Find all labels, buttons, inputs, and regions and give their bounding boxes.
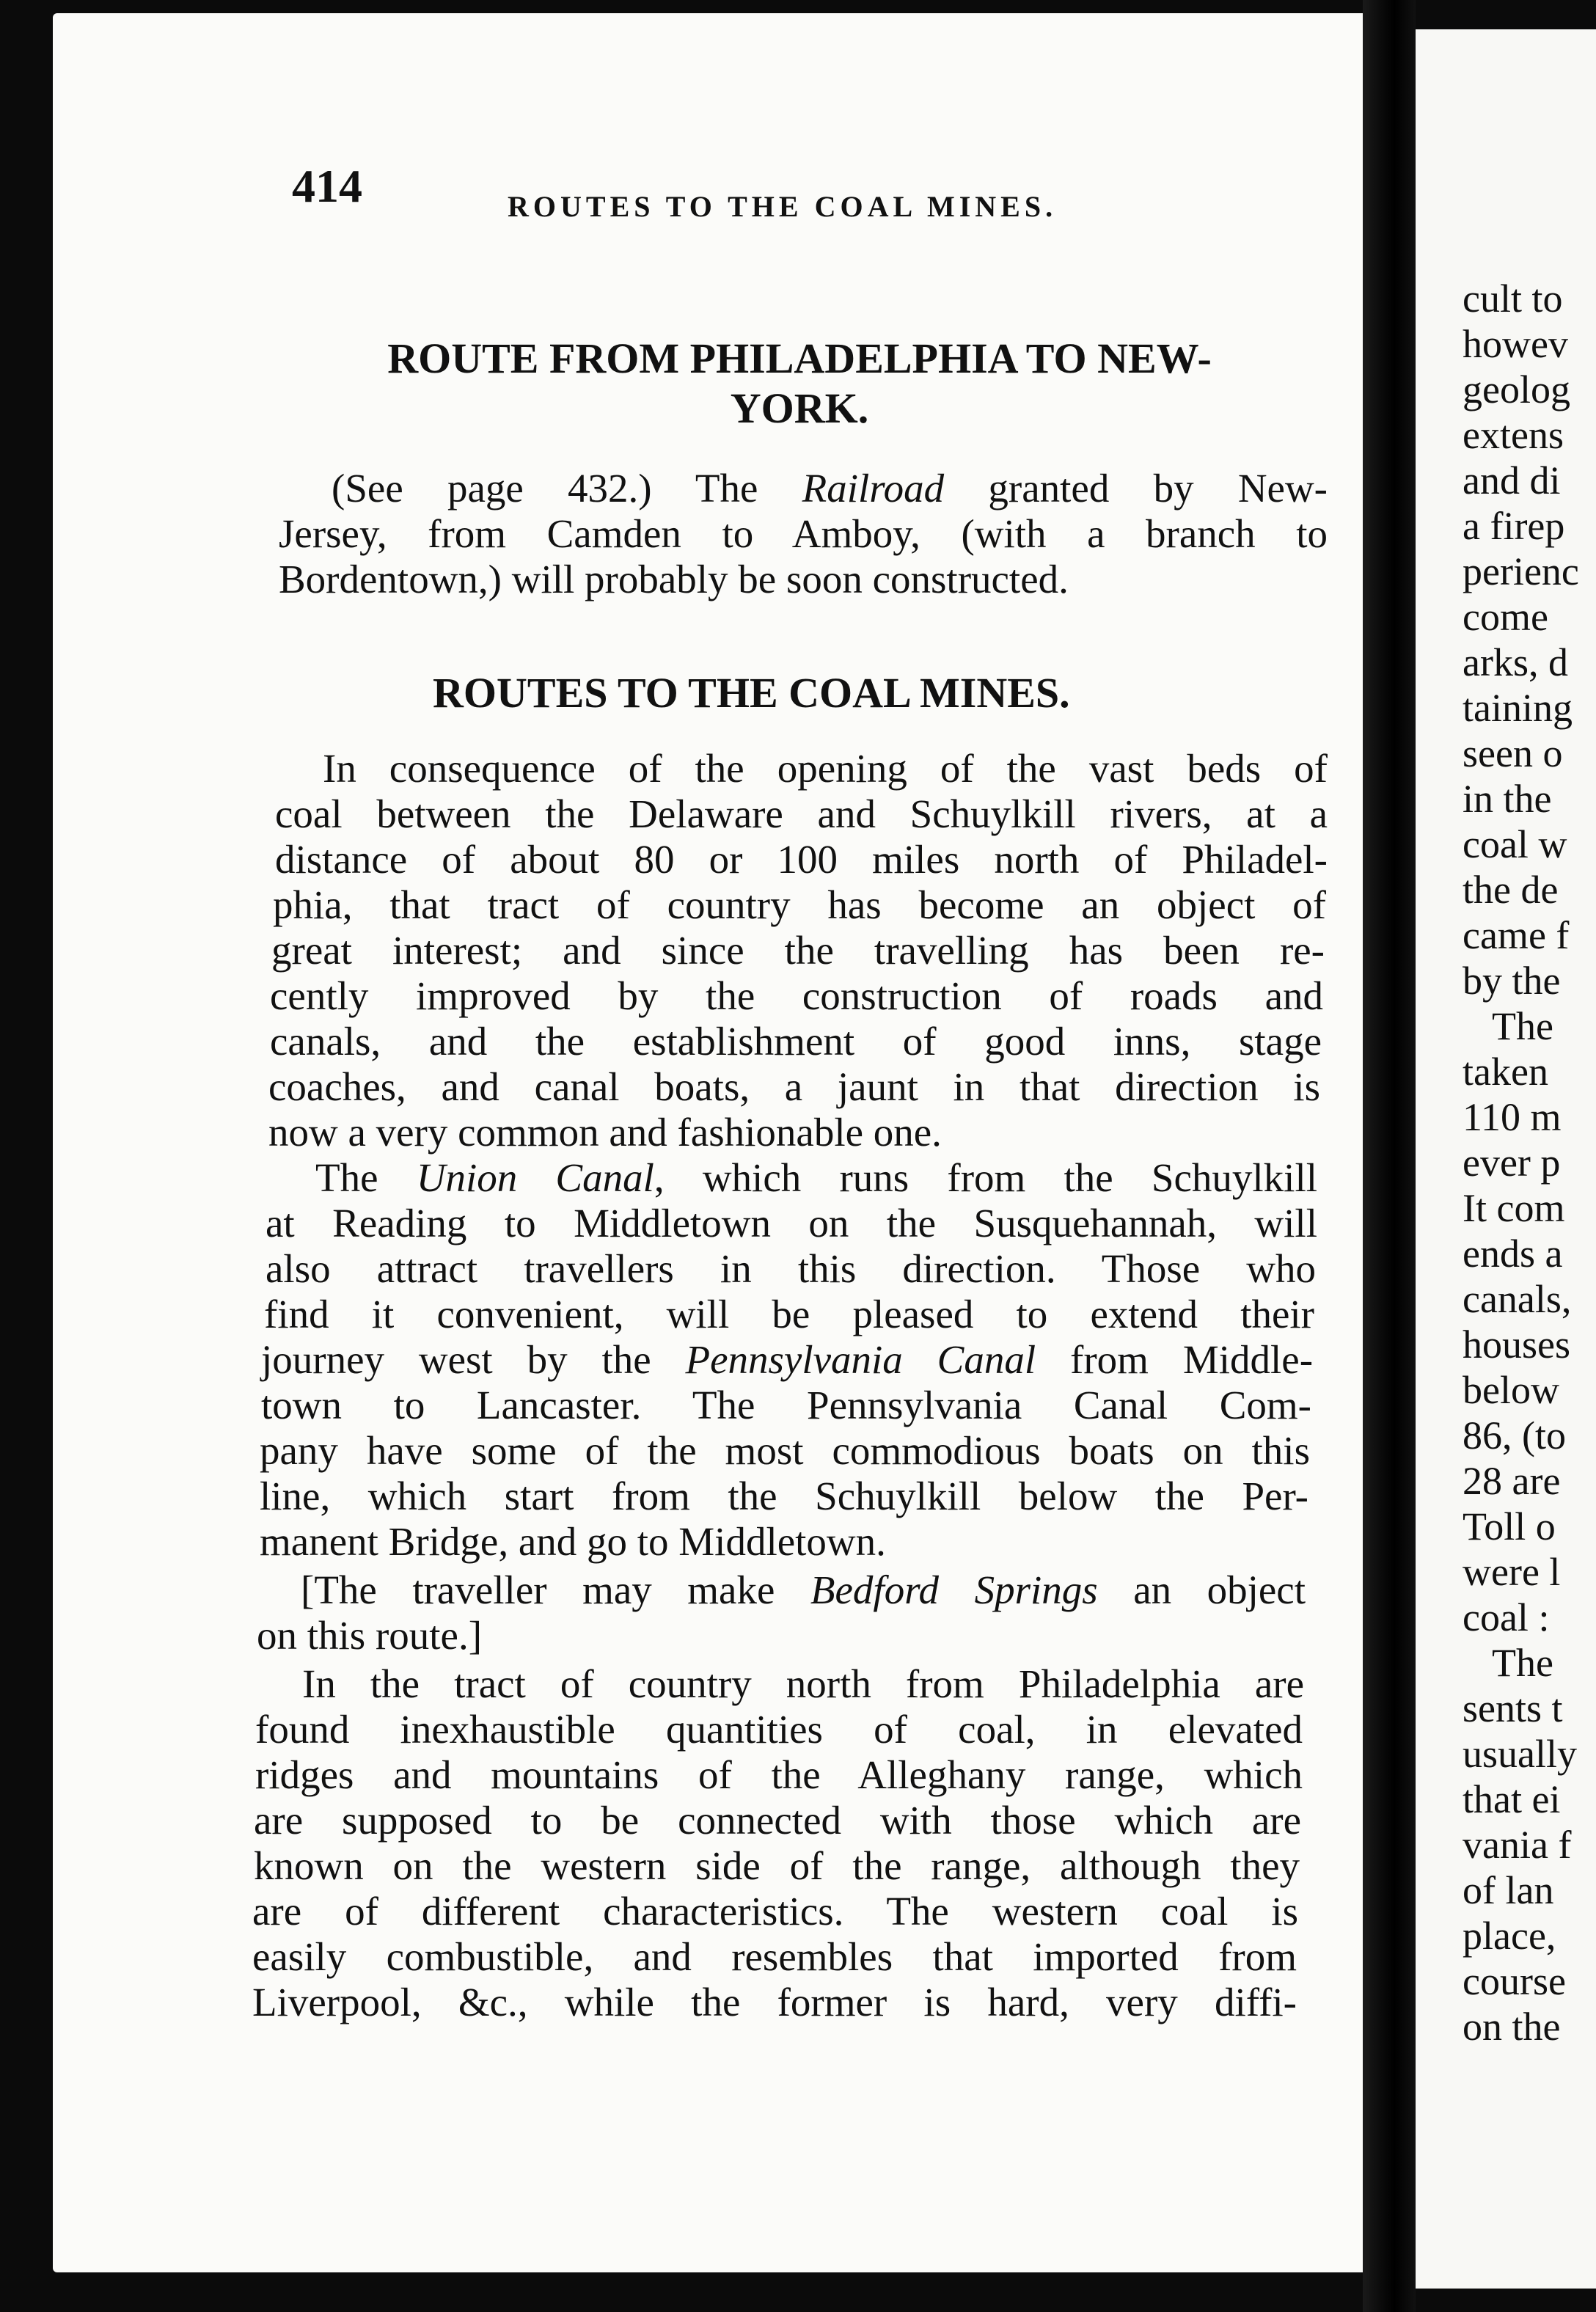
text-line: phia, that tract of country has become an object of (273, 882, 1326, 927)
text-line: Bordentown,) will probably be soon constructed. (279, 557, 1069, 601)
right-text-line: coal : (1463, 1595, 1550, 1639)
text-line: known on the western side of the range, although they (254, 1843, 1300, 1888)
section-heading-line: ROUTE FROM PHILADELPHIA TO NEW- (387, 334, 1212, 382)
text-line: coal between the Delaware and Schuylkill rivers, at a (275, 791, 1328, 836)
text-line: distance of about 80 or 100 miles north of Philadel- (275, 837, 1328, 882)
running-head: ROUTES TO THE COAL MINES. (508, 190, 1058, 223)
right-text-line: ever p (1463, 1141, 1561, 1185)
right-text-line: The (1492, 1641, 1553, 1685)
text-line: also attract travellers in this direction. Those who (266, 1246, 1316, 1291)
text-line: on this route.] (257, 1613, 483, 1658)
text-line: find it convenient, will be pleased to extend their (264, 1292, 1314, 1336)
right-text-line: extens (1463, 413, 1564, 457)
text-line: Jersey, from Camden to Amboy, (with a branch to (279, 511, 1328, 556)
right-text-line: of lan (1463, 1868, 1554, 1912)
section-heading: ROUTES TO THE COAL MINES. (433, 669, 1070, 717)
right-text-line: It com (1463, 1186, 1565, 1230)
right-text-line: Toll o (1463, 1504, 1556, 1548)
section-heading-line: YORK. (730, 384, 869, 432)
text-line: coaches, and canal boats, a jaunt in that direction is (268, 1064, 1320, 1109)
right-text-line: below (1463, 1368, 1559, 1412)
right-text-line: ends a (1463, 1232, 1563, 1276)
right-text-line: cult to (1463, 279, 1563, 321)
text-line: [The traveller may make Bedford Springs an object (301, 1567, 1306, 1612)
right-text-line: taining (1463, 686, 1573, 730)
right-text-line: came f (1463, 913, 1570, 957)
text-line: at Reading to Middletown on the Susquehannah, will (266, 1201, 1317, 1245)
text-line: (See page 432.) The Railroad granted by New- (332, 466, 1328, 511)
right-text-line: the de (1463, 868, 1559, 912)
right-text-line: howev (1463, 322, 1568, 366)
text-line: In consequence of the opening of the vast beds of (323, 746, 1328, 791)
text-line: The Union Canal, which runs from the Schuylkill (315, 1155, 1318, 1200)
right-text-line: sents t (1463, 1686, 1563, 1730)
right-text-line: and di (1463, 458, 1561, 502)
text-line: Liverpool, &c., while the former is hard, very diffi- (252, 1980, 1297, 2024)
right-text-line: vania f (1463, 1823, 1572, 1867)
text-line: found inexhaustible quantities of coal, in elevated (255, 1707, 1303, 1752)
right-text-line: in the (1463, 777, 1552, 821)
right-text-line: 110 m (1463, 1095, 1562, 1139)
right-text-line: a firep (1463, 504, 1565, 548)
right-text-line: on the (1463, 2005, 1561, 2049)
right-page-text (1463, 279, 1596, 2054)
right-text-line: by the (1463, 959, 1561, 1003)
text-line: great interest; and since the travelling has been re- (271, 928, 1325, 973)
text-line: ridges and mountains of the Alleghany range, which (255, 1752, 1303, 1797)
text-line: manent Bridge, and go to Middletown. (260, 1519, 886, 1564)
text-line: pany have some of the most commodious boats on this (260, 1428, 1310, 1473)
right-text-line: come (1463, 595, 1548, 639)
right-text-line: 86, (to (1463, 1413, 1566, 1457)
text-line: journey west by the Pennsylvania Canal from Middle- (261, 1337, 1314, 1382)
right-text-line: arks, d (1463, 640, 1568, 684)
right-text-line: 28 are (1463, 1459, 1561, 1503)
text-line: easily combustible, and resembles that imported from (252, 1934, 1297, 1979)
text-line: canals, and the establishment of good inns, stage (270, 1019, 1322, 1064)
right-text-line: perienc (1463, 549, 1579, 593)
text-line: line, which start from the Schuylkill below the Per- (260, 1474, 1308, 1518)
right-text-line: coal w (1463, 822, 1567, 866)
text-line: In the tract of country north from Philadelphia are (302, 1661, 1304, 1706)
text-line: now a very common and fashionable one. (268, 1110, 942, 1155)
text-line: town to Lancaster. The Pennsylvania Canal Com- (261, 1383, 1311, 1427)
right-text-line: canals, (1463, 1277, 1572, 1321)
right-text-line: were l (1463, 1550, 1561, 1594)
right-text-line: The (1492, 1004, 1553, 1048)
right-text-line: seen o (1463, 731, 1563, 775)
right-text-line: houses (1463, 1323, 1570, 1367)
text-line: cently improved by the construction of roads and (270, 973, 1323, 1018)
text-line: are of different characteristics. The western coal is (252, 1889, 1298, 1934)
right-text-line: course (1463, 1959, 1566, 2003)
right-text-line: place, (1463, 1914, 1556, 1958)
right-text-line: geolog (1463, 367, 1570, 411)
right-text-line: that ei (1463, 1777, 1561, 1821)
page-number: 414 (292, 160, 362, 212)
text-line: are supposed to be connected with those which are (254, 1798, 1301, 1843)
right-text-line: taken (1463, 1050, 1548, 1094)
right-text-line: usually (1463, 1732, 1577, 1776)
